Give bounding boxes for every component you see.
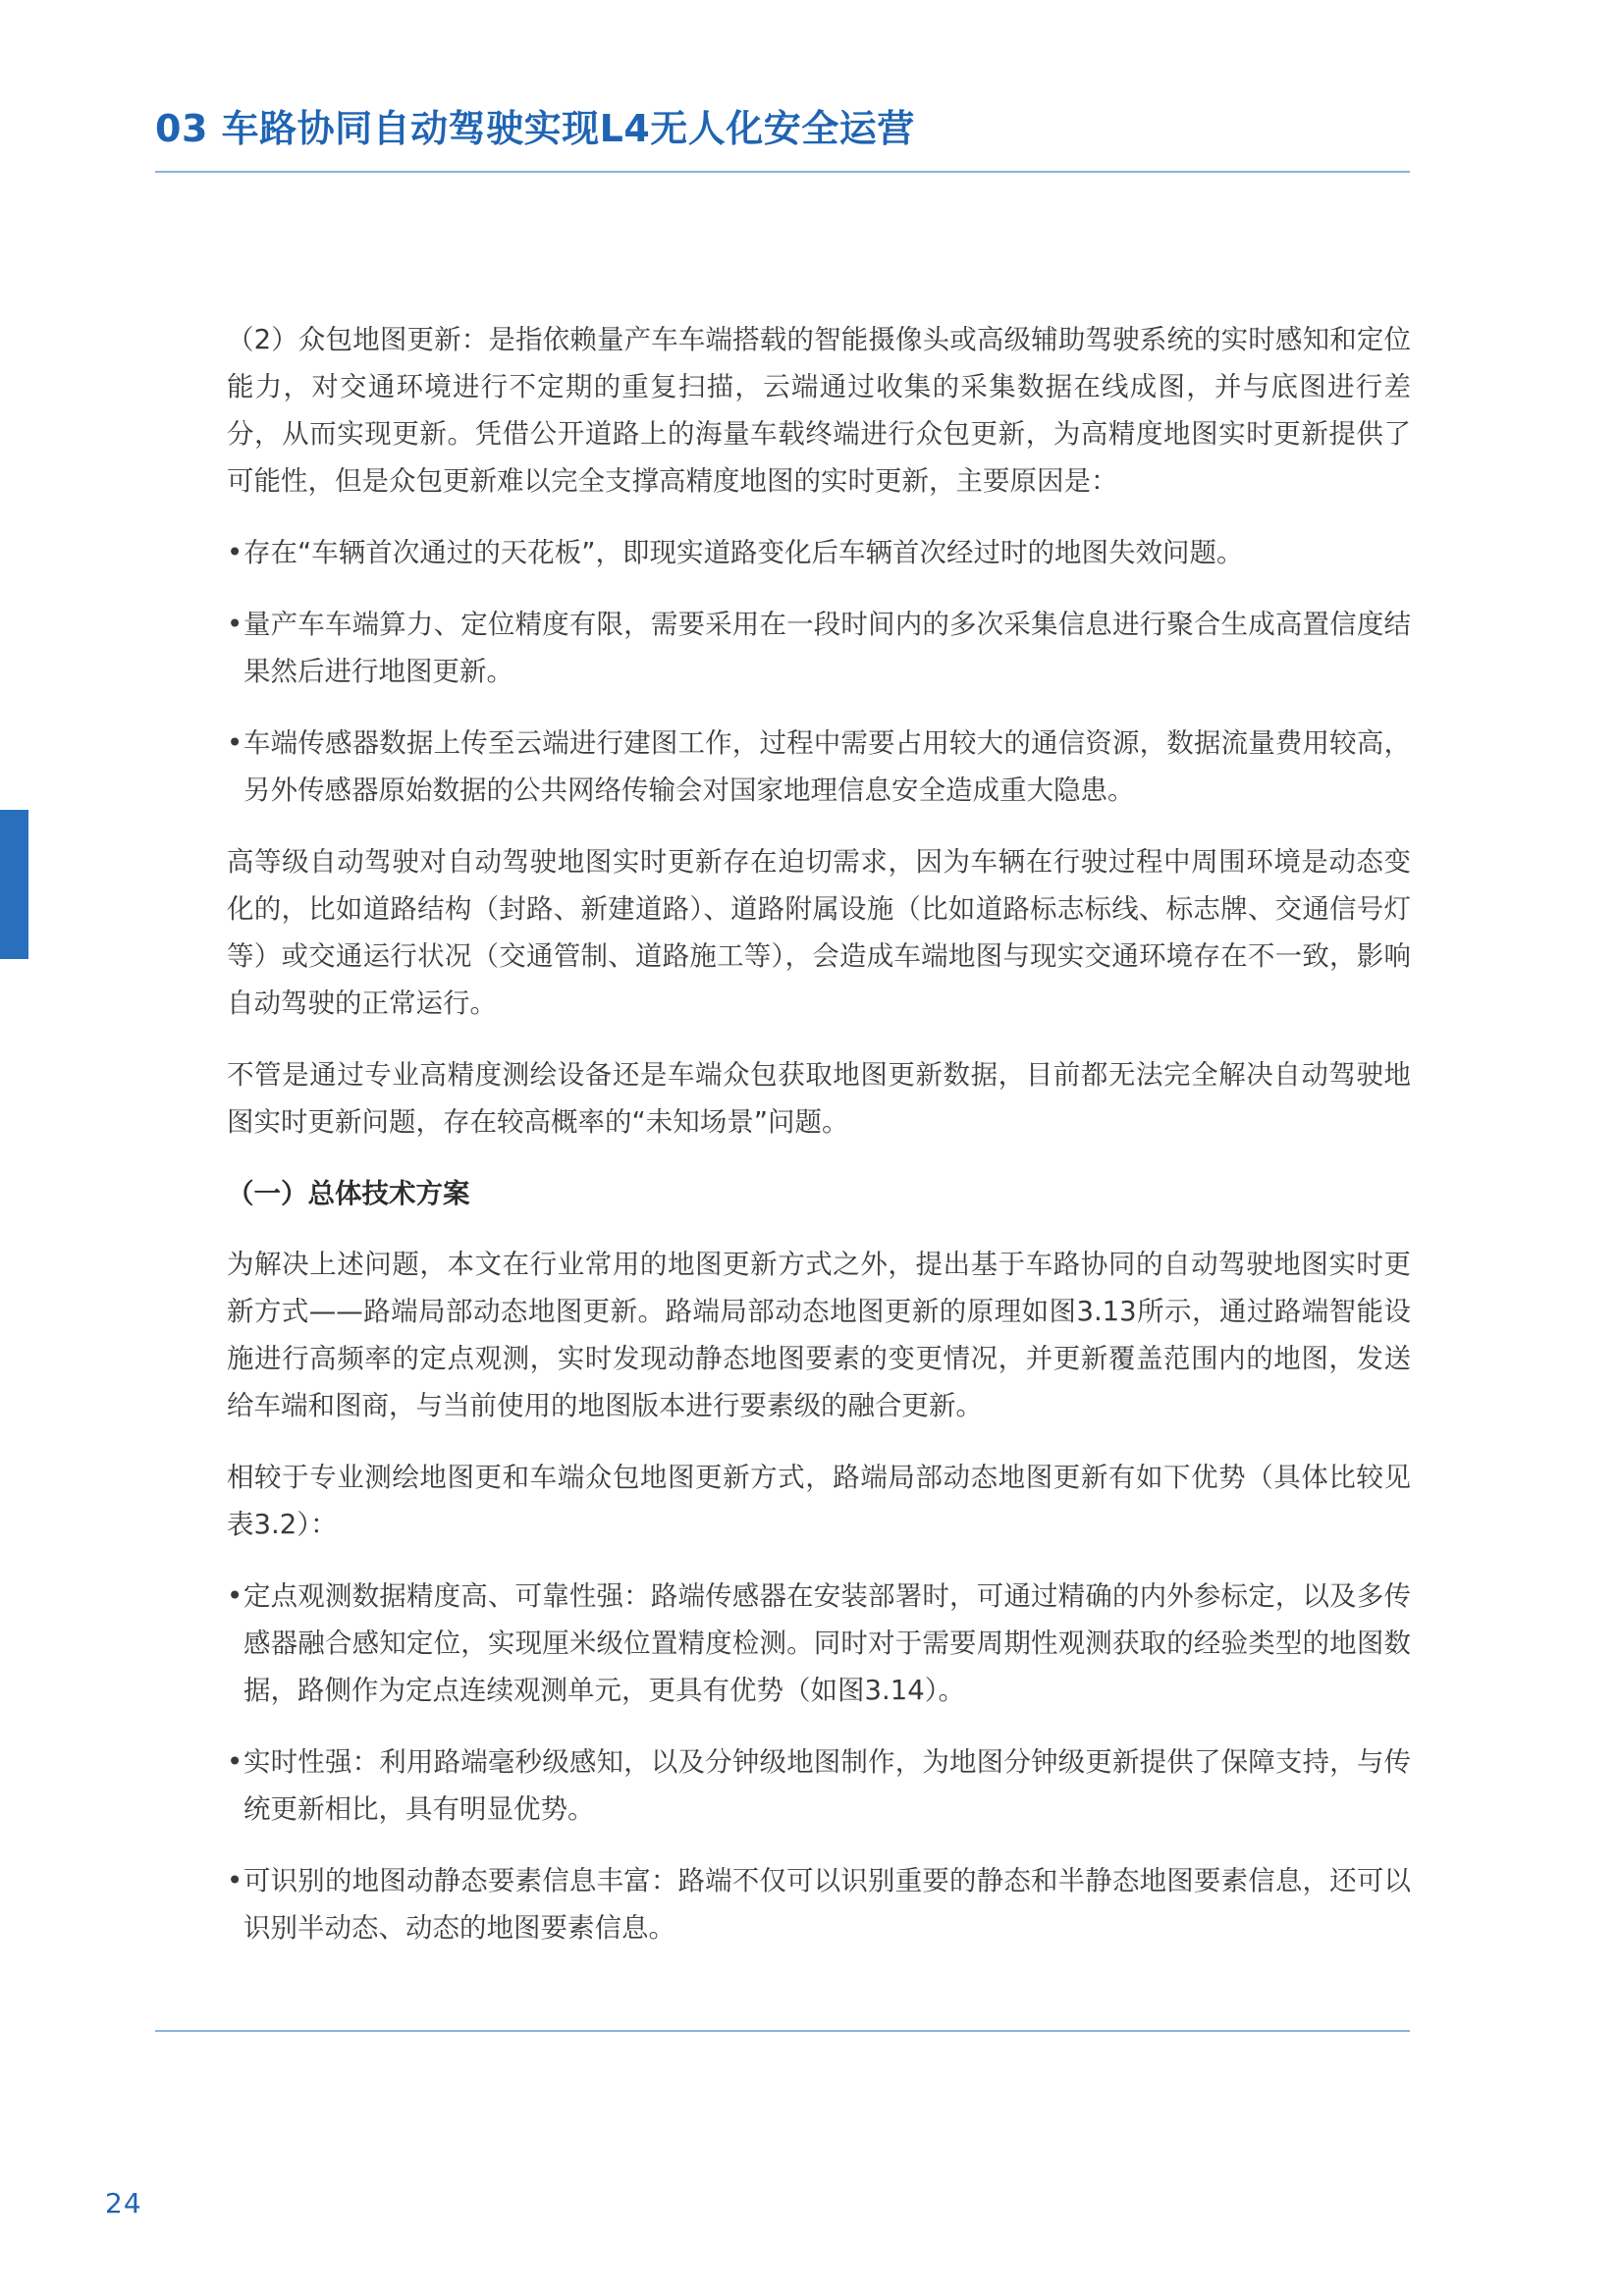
bullet-dot: • [227,727,243,759]
bullet-item [227,1573,1411,1714]
bullet-text: 实时性强：利用路端毫秒级感知，以及分钟级地图制作，为地图分钟级更新提供了保障支持，与传统更新相比，具有明显优势。 [243,1746,1411,1825]
paragraph-solution: 为解决上述问题，本文在行业常用的地图更新方式之外，提出基于车路协同的自动驾驶地图实时更新方式——路端局部动态地图更新。路端局部动态地图更新的原理如图3.13所示，通过路端智能设施进行高频率的定点观测，实时发现动静态地图要素的变更情况，并更新覆盖范围内的地图，发送给车端和图商，与当前使用的地图版本进行要素级的融合更新。 [227,1249,1411,1421]
paragraph-unknown-scenario: 不管是通过专业高精度测绘设备还是车端众包获取地图更新数据，目前都无法完全解决自动驾驶地图实时更新问题，存在较高概率的“未知场景”问题。 [227,1059,1411,1138]
bullet-dot: • [227,609,243,640]
paragraph-crowdsourced-update: （2）众包地图更新：是指依赖量产车车端搭载的智能摄像头或高级辅助驾驶系统的实时感知和定位能力，对交通环境进行不定期的重复扫描，云端通过收集的采集数据在线成图，并与底图进行差分，从而实现更新。凭借公开道路上的海量车载终端进行众包更新，为高精度地图实时更新提供了可能性，但是众包更新难以完全支撑高精度地图的实时更新，主要原因是： [227,324,1411,497]
bullet-item [227,1857,1411,1951]
bullet-item [227,529,1411,576]
bullet-item [227,1738,1411,1833]
bullet-dot: • [227,537,243,568]
page-number: 24 [105,2187,142,2219]
chapter-title: 03 车路协同自动驾驶实现L4无人化安全运营 [155,107,915,150]
bullet-text: 定点观测数据精度高、可靠性强：路端传感器在安装部署时，可通过精确的内外参标定，以及多传感器融合感知定位，实现厘米级位置精度检测。同时对于需要周期性观测获取的经验类型的地图数据，路侧作为定点连续观测单元，更具有优势（如图3.14）。 [243,1580,1411,1706]
bullet-text: 量产车车端算力、定位精度有限，需要采用在一段时间内的多次采集信息进行聚合生成高置信度结果然后进行地图更新。 [243,609,1411,687]
page-body [227,316,1411,1976]
chapter-side-tab [0,810,28,959]
bullet-dot: • [227,1746,243,1778]
bullet-item [227,720,1411,814]
bullet-text: 车端传感器数据上传至云端进行建图工作，过程中需要占用较大的通信资源，数据流量费用较高，另外传感器原始数据的公共网络传输会对国家地理信息安全造成重大隐患。 [243,727,1411,806]
bullet-text: 存在“车辆首次通过的天花板”，即现实道路变化后车辆首次经过时的地图失效问题。 [243,537,1244,568]
bullet-dot: • [227,1865,243,1896]
bullet-item [227,601,1411,695]
footer-divider [155,2030,1410,2032]
bullet-dot: • [227,1580,243,1612]
paragraph-realtime-demand: 高等级自动驾驶对自动驾驶地图实时更新存在迫切需求，因为车辆在行驶过程中周围环境是动态变化的，比如道路结构（封路、新建道路）、道路附属设施（比如道路标志标线、标志牌、交通信号灯等）或交通运行状况（交通管制、道路施工等），会造成车端地图与现实交通环境存在不一致，影响自动驾驶的正常运行。 [227,846,1411,1019]
section-heading: （一）总体技术方案 [227,1178,470,1209]
paragraph-advantages-intro: 相较于专业测绘地图更和车端众包地图更新方式，路端局部动态地图更新有如下优势（具体比较见表3.2）： [227,1462,1411,1540]
header-divider [155,171,1410,173]
bullet-text: 可识别的地图动静态要素信息丰富：路端不仅可以识别重要的静态和半静态地图要素信息，还可以识别半动态、动态的地图要素信息。 [243,1865,1411,1944]
